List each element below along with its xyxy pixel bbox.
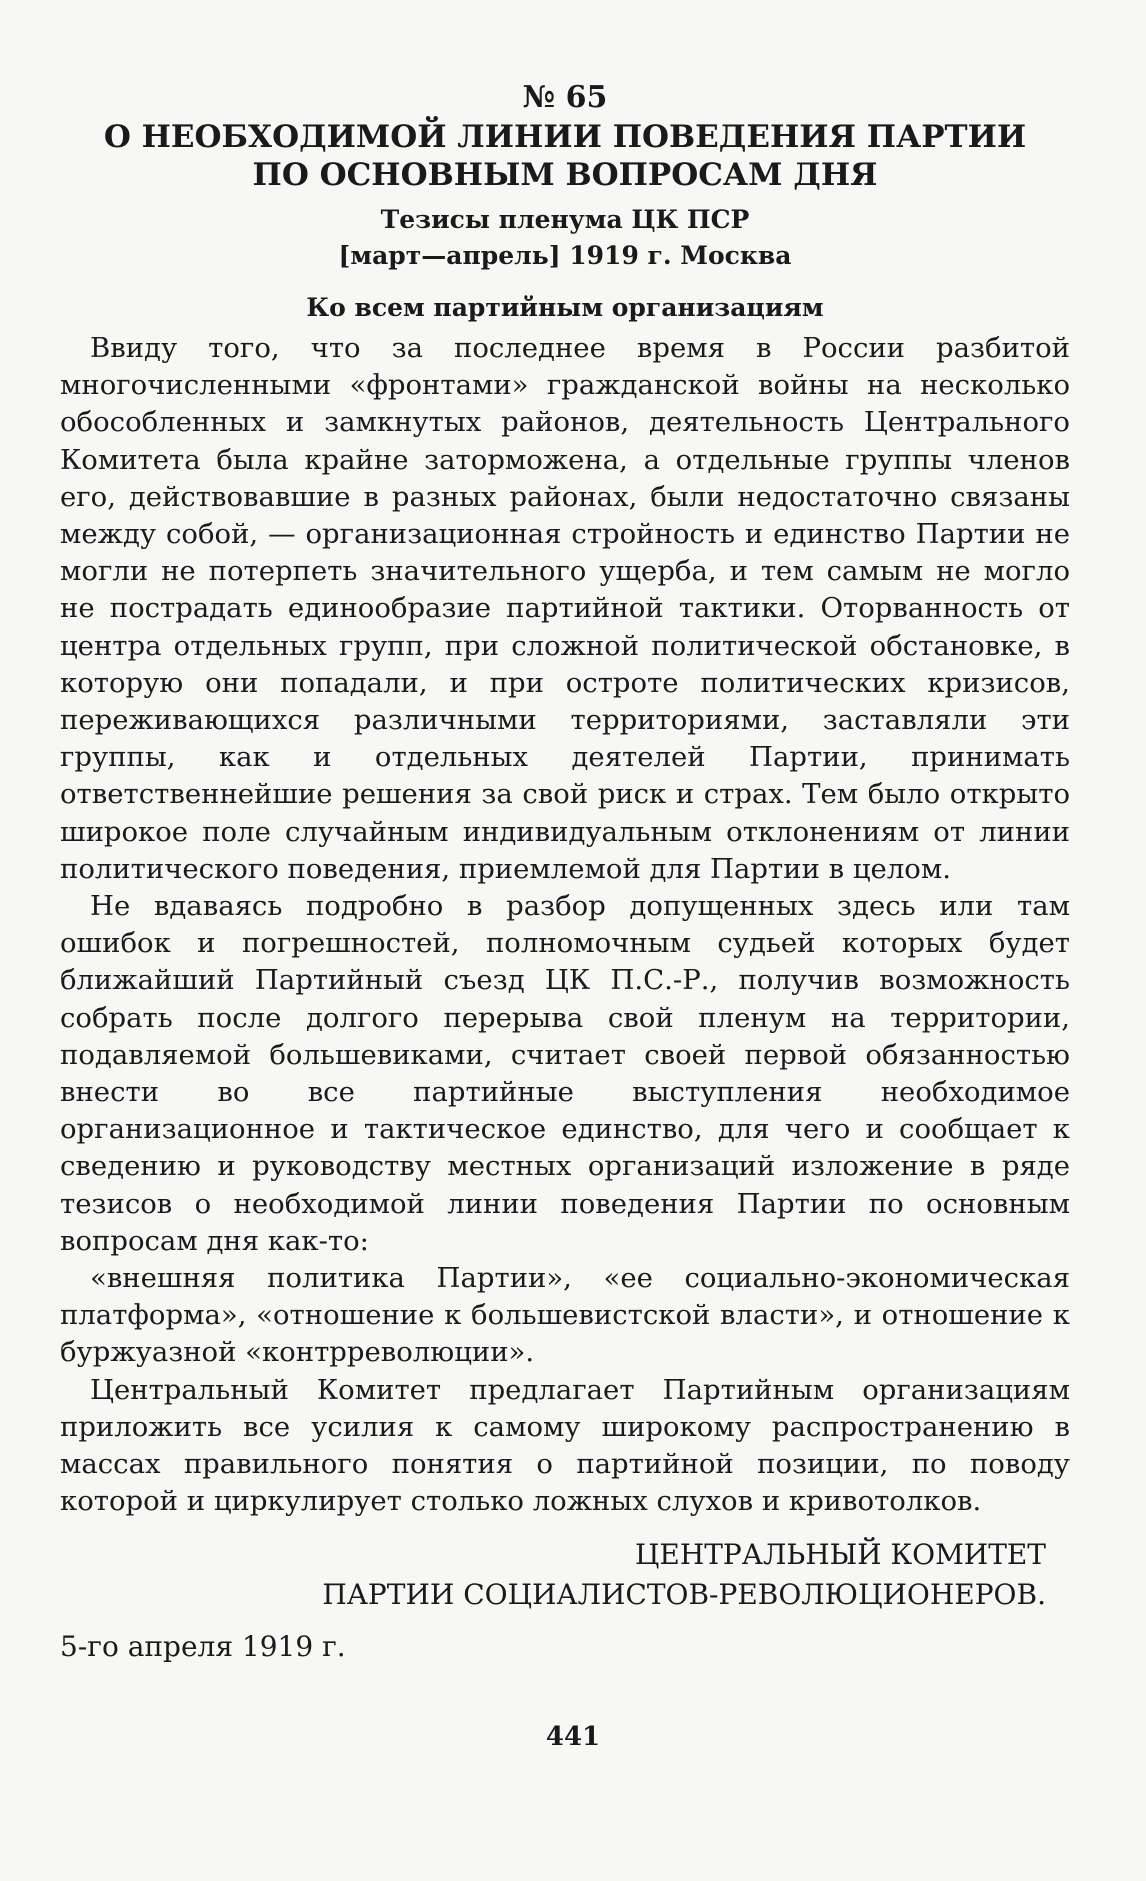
paragraph-3: «внешняя политика Партии», «ее социально-экономическая платформа», «отношение к большевистской власти», и отношение к буржуазной «контрреволюции». xyxy=(60,1262,1070,1369)
document-subtitle-line-2: [март—апрель] 1919 г. Москва xyxy=(338,241,792,270)
paragraph-4: Центральный Комитет предлагает Партийным организациям приложить все усилия к самому широкому распространению в массах правильного понятия о партийной позиции, по поводу которой и циркулирует столько ложных слухов и кривотолков. xyxy=(60,1373,1070,1518)
page-number: 441 xyxy=(545,1722,601,1752)
document-title-line-2: ПО ОСНОВНЫМ ВОПРОСАМ ДНЯ xyxy=(252,157,878,193)
document-address: Ко всем партийным организациям xyxy=(306,293,824,322)
document-body xyxy=(60,80,1070,1667)
paragraph-2: Не вдаваясь подробно в разбор допущенных здесь или там ошибок и погрешностей, полномочным судьей которых будет ближайший Партийный съезд ЦК П.С.-Р., получив возможность собрать после долгого перерыва свой пленум на территории, подавляемой большевиками, считает своей первой обязанностью внести во все партийные выступления необходимое организационное и тактическое единство, для чего и сообщает к сведению и руководству местных организаций изложение в ряде тезисов о необходимой линии поведения Партии по основным вопросам дня как-то: xyxy=(60,890,1070,1257)
paragraph-1: Ввиду того, что за последнее время в России разбитой многочисленными «фронтами» гражданской войны на несколько обособленных и замкнутых районов, деятельность Центрального Комитета была крайне заторможена, а отдельные группы членов его, действовавшие в разных районах, были недостаточно связаны между собой, — организационная стройность и единство Партии не могли не потерпеть значительного ущерба, и тем самым не могло не пострадать единообразие партийной тактики. Оторванность от центра отдельных групп, при сложной политической обстановке, в которую они попадали, и при остроте политических кризисов, переживающихся различными территориями, заставляли эти группы, как и отдельных деятелей Партии, принимать ответственнейшие решения за свой риск и страх. Тем было открыто широкое поле случайным индивидуальным отклонениям от линии политического поведения, приемлемой для Партии в целом. xyxy=(60,332,1070,885)
document-number: № 65 xyxy=(522,80,608,115)
document-date: 5-го апреля 1919 г. xyxy=(60,1629,346,1663)
signature-line-1: ЦЕНТРАЛЬНЫЙ КОМИТЕТ xyxy=(634,1537,1046,1571)
document-title-line-1: О НЕОБХОДИМОЙ ЛИНИИ ПОВЕДЕНИЯ ПАРТИИ xyxy=(103,119,1027,155)
signature-line-2: ПАРТИИ СОЦИАЛИСТОВ-РЕВОЛЮЦИОНЕРОВ. xyxy=(322,1577,1046,1611)
document-subtitle-line-1: Тезисы пленума ЦК ПСР xyxy=(380,205,750,234)
